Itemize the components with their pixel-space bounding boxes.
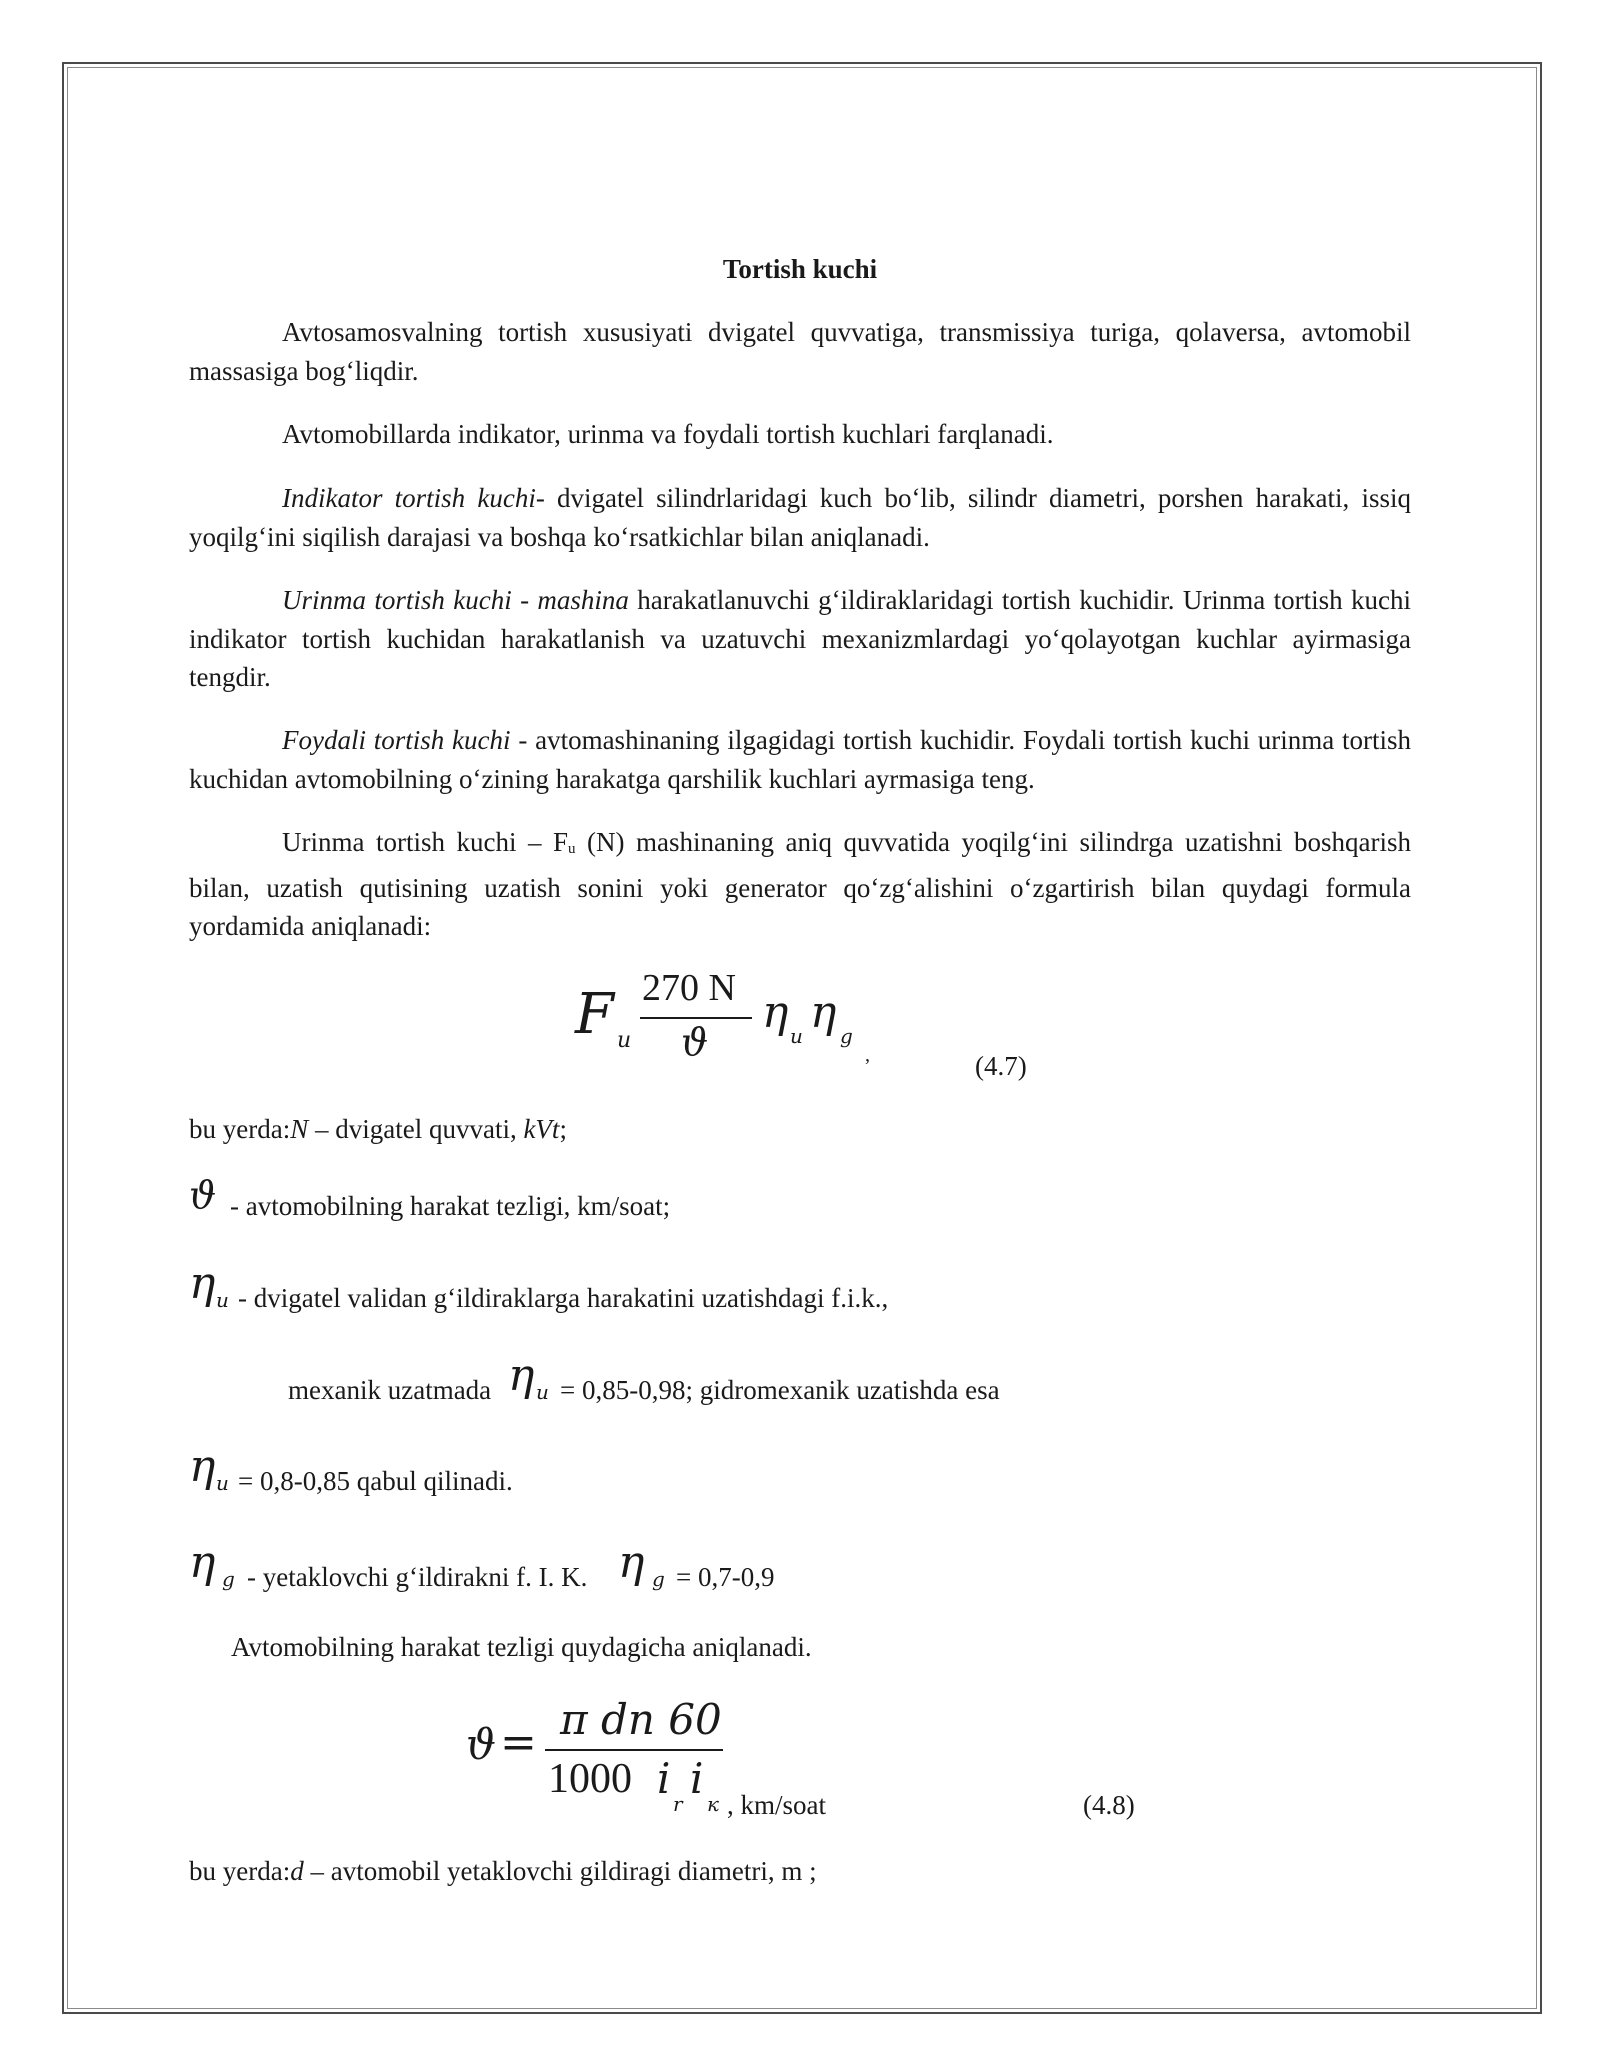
definition-eta-g-value: = 0,7-0,9 [676,1562,775,1592]
symbol-eta-u-mexanik-subscript: u [536,1380,549,1404]
formula-speed-numerator: π dn 60 [560,1695,722,1744]
definition-theta-text: - avtomobilning harakat tezligi, km/soat; [230,1191,671,1221]
definition-gidromexanik-text: = 0,8-0,85 qabul qilinadi. [238,1466,513,1496]
paragraph-2: Avtomobillarda indikator, urinma va foydali tortish kuchlari farqlanadi. [282,419,1054,449]
paragraph-6 [189,823,1411,946]
term-indikator: Indikator tortish kuchi [282,483,536,513]
paragraph-6-subscript: u [568,841,576,857]
definition-mexanik-text-b: = 0,85-0,98; gidromexanik uzatishda esa [560,1375,1000,1405]
formula-denominator: ϑ [681,1020,709,1064]
definition-eta-u-text: - dvigatel validan g‘ildiraklarga harakatini uzatishdagi f.i.k., [238,1283,889,1313]
definition-d-prefix: bu yerda: [189,1856,291,1886]
definition-prefix: bu yerda: [189,1114,291,1144]
formula-equals: = [500,1717,537,1768]
formula-number-4-7: (4.7) [975,1051,1027,1081]
formula-speed-i-r-subscript: r [673,1792,683,1816]
symbol-eta-g-value: η [618,1537,645,1588]
formula-number-4-8: (4.8) [1083,1790,1135,1820]
definition-eta-g-text: - yetaklovchi g‘ildirakni f. I. K. [247,1562,588,1592]
symbol-eta-u-mexanik: η [508,1350,535,1401]
formula-eta-g-subscript: g [840,1024,853,1048]
formula-eta-u-subscript: u [790,1024,803,1048]
symbol-theta: ϑ [189,1173,217,1217]
formula-force-subscript: u [617,1028,632,1053]
definition-N-end: ; [559,1114,567,1144]
definition-N [189,1110,567,1148]
formula-speed-i-k-subscript: к [707,1792,719,1816]
symbol-eta-g-value-subscript: g [652,1567,665,1591]
symbol-d: d [290,1856,304,1886]
speed-intro: Avtomobilning harakat tezligi quydagicha aniqlanadi. [231,1632,812,1662]
paragraph-4 [189,581,1411,697]
symbol-eta-u: η [189,1258,216,1309]
page-title: Tortish kuchi [722,254,878,284]
symbol-N: N [290,1114,309,1144]
paragraph-6-text-a: Urinma tortish kuchi – F [282,827,569,857]
formula-speed-denominator-a: 1000 [548,1756,632,1802]
formula-comma: , [865,1044,870,1066]
symbol-eta-u-gidro-subscript: u [216,1471,229,1495]
formula-speed-lhs: ϑ [466,1720,497,1769]
paragraph-6-text-b: (N) mashinaning aniq quvvatida yoqilg‘ini silindrga uzatishni boshqarish bilan, uzatish qutisining uzatish sonini yoki generator qo‘zg‘alishini o‘zgartirish bilan quydagi formula yordamida aniqlanadi: [189,827,1411,941]
paragraph-4-text: harakatlanuvchi g‘ildiraklaridagi tortish kuchidir. Urinma tortish kuchi indikator tortish kuchidan harakatlanish va uzatuvchi mexanizmlardagi yo‘qolayotgan kuchlar ayirmasiga tengdir. [189,585,1411,692]
formula-speed-i-r: i [657,1754,671,1803]
term-urinma: Urinma tortish kuchi - mashina [282,585,629,615]
symbol-eta-u-subscript: u [216,1288,229,1312]
paragraph-3-text: - dvigatel silindrlaridagi kuch bo‘lib, silindr diametri, porshen harakati, issiq yoqilg‘ini siqilish darajasi va boshqa ko‘rsatkichlar bilan aniqlanadi. [189,483,1411,552]
formula-numerator: 270 N [642,967,736,1009]
formula-speed-unit: , km/soat [727,1790,826,1820]
formula-fraction-bar [640,1017,752,1019]
definition-mexanik-text-a: mexanik uzatmada [288,1375,492,1405]
term-foydali: Foydali tortish kuchi [282,725,511,755]
symbol-eta-u-gidro: η [189,1441,216,1492]
paragraph-5 [189,721,1411,798]
symbol-eta-g: η [189,1537,216,1588]
definition-d-text: – avtomobil yetaklovchi gildiragi diametri, m ; [303,1856,817,1886]
unit-kVt: kVt [523,1114,560,1144]
formula-force-symbol: F [575,982,614,1047]
symbol-eta-g-subscript: g [222,1567,235,1591]
formula-eta-g: η [810,987,837,1038]
definition-N-text: – dvigatel quvvati, [308,1114,524,1144]
formula-eta-u: η [762,987,789,1038]
paragraph-1: Avtosamosvalning tortish xususiyati dvigatel quvvatiga, transmissiya turiga, qolaversa, avtomobil massasiga bog‘liqdir. [189,317,1411,386]
paragraph-5-text: - avtomashinaning ilgagidagi tortish kuchidir. Foydali tortish kuchi urinma tortish kuchidan avtomobilning o‘zining harakatga qarshilik kuchlari ayrmasiga teng. [189,725,1411,794]
formula-speed-fraction-bar [545,1749,723,1751]
formula-speed-i-k: i [690,1754,704,1803]
paragraph-3 [189,479,1411,556]
definition-d [189,1852,817,1890]
